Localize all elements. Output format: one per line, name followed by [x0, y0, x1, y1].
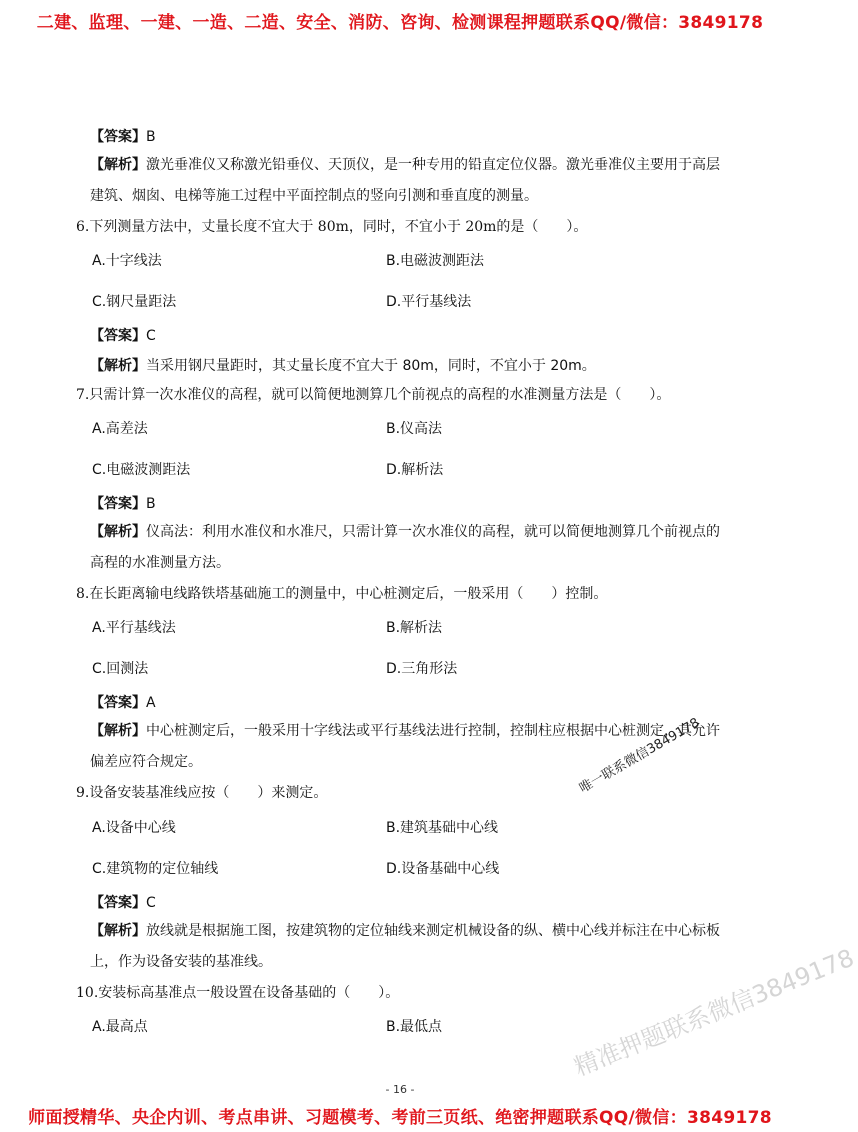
analysis-label: 【解析】 — [90, 723, 146, 739]
question-9-option-a: A.设备中心线 — [92, 820, 176, 836]
answer-label: 【答案】 — [90, 328, 146, 344]
header-banner: 二建、监理、一建、一造、二造、安全、消防、咨询、检测课程押题联系QQ/微信：3849178 — [36, 13, 764, 33]
analysis-label: 【解析】 — [90, 524, 146, 540]
analysis-text: 当采用钢尺量距时，其丈量长度不宜大于 80m，同时，不宜小于 20m。 — [146, 358, 596, 374]
question-7-stem: 7.只需计算一次水准仪的高程，就可以简便地测算几个前视点的高程的水准测量方法是（ ）。 — [76, 387, 671, 403]
question-6-option-b: B.电磁波测距法 — [386, 253, 485, 269]
watermark-large: 精准押题联系微信3849178 — [570, 943, 858, 1082]
question-9-option-d: D.设备基础中心线 — [386, 861, 500, 877]
question-8-option-a: A.平行基线法 — [92, 620, 176, 636]
analysis-label: 【解析】 — [90, 923, 146, 939]
question-7-answer — [90, 493, 156, 513]
question-6-answer — [90, 325, 156, 345]
question-6-analysis — [90, 355, 596, 375]
question-8-option-c: C.回测法 — [92, 661, 149, 677]
analysis-label: 【解析】 — [90, 157, 146, 173]
question-10-option-a: A.最高点 — [92, 1019, 148, 1035]
answer-value: B — [146, 496, 156, 512]
question-7-analysis — [90, 517, 720, 579]
question-9-answer — [90, 892, 156, 912]
analysis-block — [90, 150, 720, 212]
answer-value: A — [146, 695, 156, 711]
analysis-text: 放线就是根据施工图，按建筑物的定位轴线来测定机械设备的纵、横中心线并标注在中心标板上，作为设备安装的基准线。 — [90, 923, 720, 970]
analysis-text: 中心桩测定后，一般采用十字线法或平行基线法进行控制，控制柱应根据中心桩测定，其允许偏差应符合规定。 — [90, 723, 720, 770]
answer-label: 【答案】 — [90, 895, 146, 911]
answer-value: B — [146, 129, 156, 145]
answer-label: 【答案】 — [90, 496, 146, 512]
question-9-option-c: C.建筑物的定位轴线 — [92, 861, 219, 877]
answer-value: C — [146, 895, 156, 911]
answer-label: 【答案】 — [90, 129, 146, 145]
question-8-answer — [90, 692, 156, 712]
question-7-option-b: B.仪高法 — [386, 421, 443, 437]
question-10-option-b: B.最低点 — [386, 1019, 443, 1035]
question-8-option-d: D.三角形法 — [386, 661, 458, 677]
footer-banner: 师面授精华、央企内训、考点串讲、习题模考、考前三页纸、绝密押题联系QQ/微信：3849178 — [28, 1108, 772, 1128]
answer-label: 【答案】 — [90, 695, 146, 711]
question-8-option-b: B.解析法 — [386, 620, 443, 636]
question-7-option-c: C.电磁波测距法 — [92, 462, 191, 478]
question-9-option-b: B.建筑基础中心线 — [386, 820, 499, 836]
analysis-text: 仪高法：利用水准仪和水准尺，只需计算一次水准仪的高程，就可以简便地测算几个前视点的高程的水准测量方法。 — [90, 524, 720, 571]
page-number: - 16 - — [385, 1083, 415, 1096]
question-8-stem: 8.在长距离输电线路铁塔基础施工的测量中，中心桩测定后，一般采用（ ）控制。 — [76, 586, 608, 602]
question-9-stem: 9.设备安装基准线应按（ ）来测定。 — [76, 785, 328, 801]
question-6-option-a: A.十字线法 — [92, 253, 162, 269]
answer-line — [90, 126, 156, 146]
analysis-label: 【解析】 — [90, 358, 146, 374]
analysis-text: 激光垂准仪又称激光铅垂仪、天顶仪，是一种专用的铅直定位仪器。激光垂准仪主要用于高层建筑、烟囱、电梯等施工过程中平面控制点的竖向引测和垂直度的测量。 — [90, 157, 720, 204]
question-6-stem: 6.下列测量方法中，丈量长度不宜大于 80m，同时，不宜小于 20m的是（ ）。 — [76, 219, 588, 235]
question-7-option-d: D.解析法 — [386, 462, 444, 478]
watermark-small: 唯一联系微信3849178 — [577, 715, 703, 797]
question-6-option-c: C.钢尺量距法 — [92, 294, 177, 310]
question-6-option-d: D.平行基线法 — [386, 294, 472, 310]
answer-value: C — [146, 328, 156, 344]
question-10-stem: 10.安装标高基准点一般设置在设备基础的（ ）。 — [76, 985, 400, 1001]
question-7-option-a: A.高差法 — [92, 421, 148, 437]
question-9-analysis — [90, 916, 720, 978]
